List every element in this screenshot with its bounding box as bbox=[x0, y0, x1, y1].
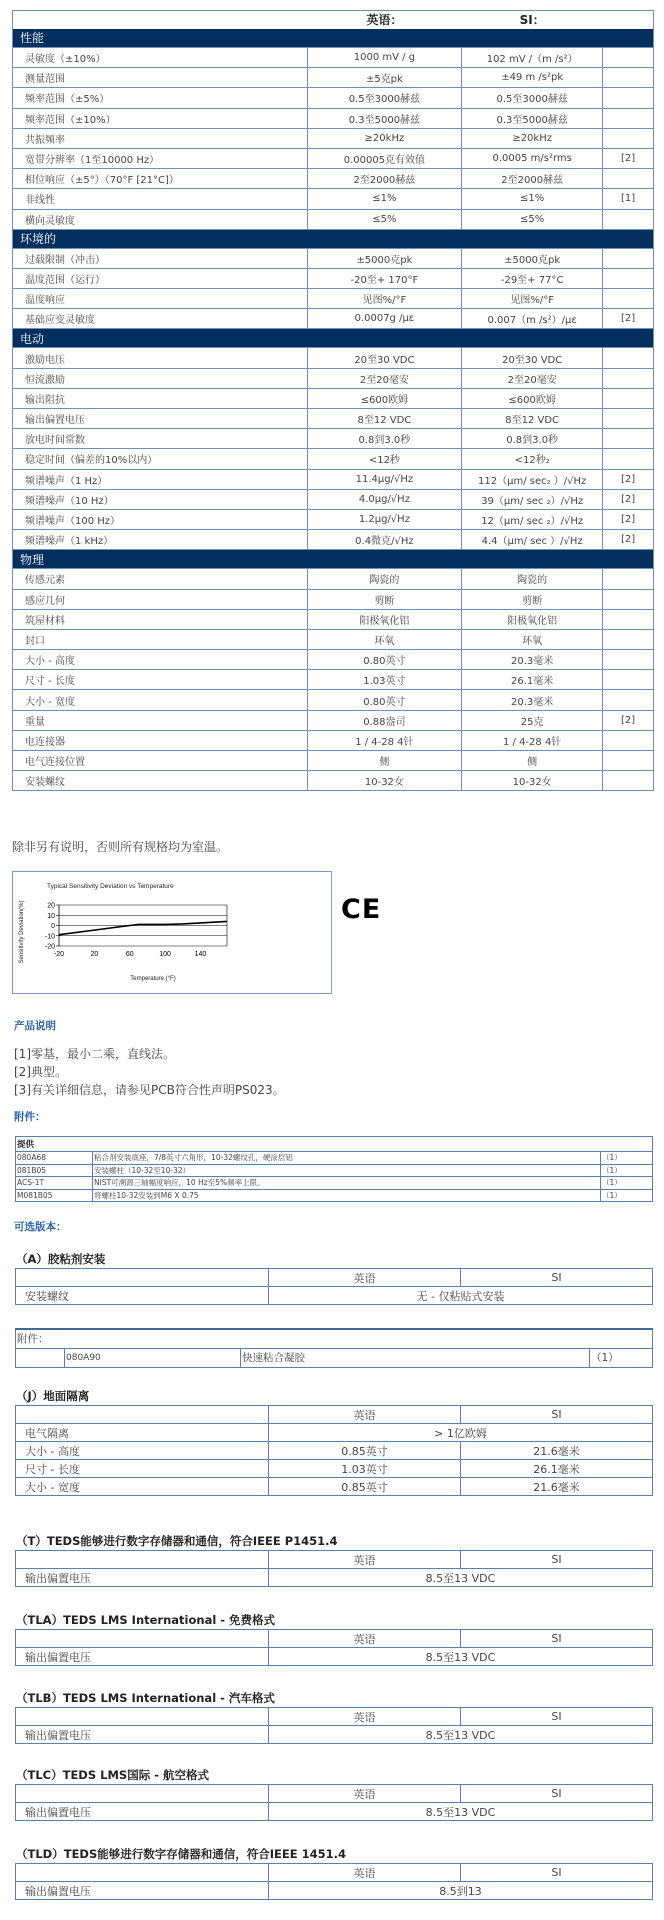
table-row bbox=[13, 609, 654, 629]
table-row bbox=[13, 730, 654, 750]
spec-english-value: 0.88盎司 bbox=[307, 710, 462, 730]
spec-note bbox=[603, 771, 654, 791]
spec-si-value: 0.8到3.0秒 bbox=[462, 429, 603, 449]
spec-note: [1] bbox=[603, 189, 654, 209]
table-row bbox=[13, 710, 654, 730]
table-row bbox=[13, 209, 654, 229]
table-row bbox=[13, 128, 654, 148]
spec-english-value: 阳极氧化铝 bbox=[307, 609, 462, 629]
accessory-qty: （1） bbox=[601, 1189, 653, 1202]
spec-label: 封口 bbox=[13, 629, 308, 649]
product-notes-title: 产品说明 bbox=[14, 1020, 56, 1032]
spec-table bbox=[12, 10, 654, 791]
row-value: 8.5至13 VDC bbox=[269, 1726, 653, 1744]
accessory-desc: 安装螺柱（10-32至10-32） bbox=[93, 1164, 601, 1177]
spec-note bbox=[603, 169, 654, 189]
spec-english-value: ±5000克pk bbox=[307, 248, 462, 268]
option-tla-table bbox=[15, 1629, 653, 1666]
table-row bbox=[13, 148, 654, 168]
spec-label: 宽带分辨率（1至10000 Hz） bbox=[13, 148, 308, 168]
spec-note: [2] bbox=[603, 710, 654, 730]
table-row bbox=[16, 1424, 653, 1442]
spec-english-value: 环氧 bbox=[307, 629, 462, 649]
spec-english-value: 1.03英寸 bbox=[307, 670, 462, 690]
spec-si-value: 20.3毫米 bbox=[462, 650, 603, 670]
spec-label: 过载限制（冲击） bbox=[13, 248, 308, 268]
row-label: 输出偏置电压 bbox=[16, 1569, 269, 1587]
spec-label: 大小 - 宽度 bbox=[13, 690, 308, 710]
spec-si-value: 2至2000赫兹 bbox=[462, 169, 603, 189]
spec-label: 大小 - 高度 bbox=[13, 650, 308, 670]
row-english-value: 0.85英寸 bbox=[269, 1478, 461, 1496]
row-value: > 1亿欧姆 bbox=[269, 1424, 653, 1442]
spec-label: 输出阻抗 bbox=[13, 388, 308, 408]
table-row bbox=[13, 268, 654, 288]
table-row bbox=[13, 68, 654, 88]
table-row bbox=[13, 509, 654, 529]
accessory-code: M081B05 bbox=[16, 1189, 93, 1202]
table-row bbox=[13, 289, 654, 309]
spec-note: [2] bbox=[603, 469, 654, 489]
table-row bbox=[13, 248, 654, 268]
table-row bbox=[16, 1478, 653, 1496]
table-row bbox=[16, 1460, 653, 1478]
ce-mark-icon: CE bbox=[341, 894, 382, 925]
accessory-qty: （1） bbox=[601, 1164, 653, 1177]
accessories-title: 附件： bbox=[14, 1111, 46, 1123]
section-header bbox=[13, 550, 654, 569]
option-j-table bbox=[15, 1405, 653, 1496]
table-row bbox=[13, 169, 654, 189]
table-row bbox=[13, 88, 654, 108]
table-row bbox=[16, 1348, 653, 1367]
col-english-header: 英语 bbox=[269, 1708, 461, 1726]
svg-text:0: 0 bbox=[51, 923, 55, 930]
spec-label: 稳定时间（偏差的10%以内） bbox=[13, 449, 308, 469]
chart-x-label: Temperature (°F) bbox=[130, 976, 176, 982]
accessory-desc: NIST可溯源三轴幅度响应，10 Hz至5%频率上限。 bbox=[93, 1177, 601, 1190]
spec-english-value: -20至+ 170°F bbox=[307, 268, 462, 288]
spec-label: 横向灵敏度 bbox=[13, 209, 308, 229]
svg-text:-10: -10 bbox=[44, 933, 55, 941]
spec-english-value: 2至2000赫兹 bbox=[307, 169, 462, 189]
table-row bbox=[13, 469, 654, 489]
spec-si-value: ≤600欧姆 bbox=[462, 388, 603, 408]
option-a-title: （A）胶粘剂安装 bbox=[16, 1252, 106, 1266]
spec-english-value: 见图%/°F bbox=[307, 289, 462, 309]
spec-si-value: 39（μm/ sec ₂）/√Hz bbox=[462, 489, 603, 509]
spec-english-value: 0.5至3000赫兹 bbox=[307, 88, 462, 108]
spec-si-value: 1 / 4-28 4针 bbox=[462, 730, 603, 750]
option-tlb-table bbox=[15, 1707, 653, 1744]
accessories-header: 附件： bbox=[16, 1329, 653, 1348]
sensitivity-temperature-chart bbox=[12, 871, 332, 994]
spec-english-value: 0.8到3.0秒 bbox=[307, 429, 462, 449]
spec-si-value: ≤1% bbox=[462, 189, 603, 209]
accessory-code: 080A90 bbox=[65, 1348, 241, 1367]
spec-si-value: 0.007（m /s²）/με bbox=[462, 309, 603, 329]
accessory-code: 081B05 bbox=[16, 1164, 93, 1177]
col-english-header: 英语 bbox=[269, 1406, 461, 1424]
table-row bbox=[13, 771, 654, 791]
row-label: 安装螺纹 bbox=[16, 1287, 269, 1305]
accessory-qty: （1） bbox=[590, 1348, 653, 1367]
spec-si-value: 0.3至5000赫兹 bbox=[462, 108, 603, 128]
col-english-header: 英语 bbox=[269, 1630, 461, 1648]
table-row bbox=[13, 751, 654, 771]
row-label: 电气隔离 bbox=[16, 1424, 269, 1442]
option-tld-title: （TLD）TEDS能够进行数字存储器和通信，符合IEEE 1451.4 bbox=[16, 1847, 346, 1861]
col-english-header: 英语 bbox=[269, 1785, 461, 1803]
row-english-value: 0.85英寸 bbox=[269, 1442, 461, 1460]
spec-note bbox=[603, 650, 654, 670]
spec-header-row bbox=[13, 11, 654, 29]
spec-label: 感应几何 bbox=[13, 589, 308, 609]
section-title: 物理 bbox=[13, 550, 654, 569]
table-row bbox=[13, 189, 654, 209]
table-row bbox=[13, 309, 654, 329]
chart-plot-area bbox=[45, 903, 227, 959]
spec-label: 灵敏度（±10%） bbox=[13, 48, 308, 68]
spec-english-value: ≤5% bbox=[307, 209, 462, 229]
table-row bbox=[13, 690, 654, 710]
spec-label: 电气连接位置 bbox=[13, 751, 308, 771]
spec-english-value: 0.00005克有效值 bbox=[307, 148, 462, 168]
spec-si-value: 阳极氧化铝 bbox=[462, 609, 603, 629]
spec-note: [2] bbox=[603, 489, 654, 509]
table-row bbox=[13, 629, 654, 649]
table-row bbox=[16, 1569, 653, 1587]
svg-text:100: 100 bbox=[159, 951, 171, 958]
spec-note bbox=[603, 268, 654, 288]
col-si-header: SI bbox=[461, 1551, 653, 1569]
spec-si-value: ±5000克pk bbox=[462, 248, 603, 268]
spec-si-value: 环氧 bbox=[462, 629, 603, 649]
spec-note bbox=[603, 348, 654, 368]
col-english-header: 英语 bbox=[269, 1269, 461, 1287]
spec-si-value: <12秒₂ bbox=[462, 449, 603, 469]
row-label: 输出偏置电压 bbox=[16, 1882, 269, 1900]
spec-english-value: 1000 mV / g bbox=[307, 48, 462, 68]
spec-note bbox=[603, 589, 654, 609]
row-si-value: 21.6毫米 bbox=[461, 1478, 653, 1496]
col-english-header: 英语 bbox=[269, 1864, 461, 1882]
table-row bbox=[16, 1189, 653, 1202]
chart-y-label: Sensitivity Deviation(%) bbox=[19, 900, 25, 964]
room-temp-note: 除非另有说明，否则所有规格均为室温。 bbox=[12, 840, 229, 854]
option-t-title: （T）TEDS能够进行数字存储器和通信，符合IEEE P1451.4 bbox=[16, 1534, 338, 1548]
spec-label: 输出偏置电压 bbox=[13, 409, 308, 429]
col-english-header: 英语： bbox=[366, 13, 403, 28]
spec-si-value: 剪断 bbox=[462, 589, 603, 609]
spec-english-value: 陶瓷的 bbox=[307, 569, 462, 589]
spec-note bbox=[603, 569, 654, 589]
option-tld-table bbox=[15, 1863, 653, 1900]
accessory-qty: （1） bbox=[601, 1177, 653, 1190]
row-si-value: 21.6毫米 bbox=[461, 1442, 653, 1460]
spec-label: 共振频率 bbox=[13, 128, 308, 148]
spec-label: 恒流激励 bbox=[13, 368, 308, 388]
spec-si-value: -29至+ 77°C bbox=[462, 268, 603, 288]
table-row bbox=[13, 489, 654, 509]
spec-note bbox=[603, 209, 654, 229]
row-label: 输出偏置电压 bbox=[16, 1803, 269, 1821]
col-english-header: 英语 bbox=[269, 1551, 461, 1569]
spec-english-value: <12秒 bbox=[307, 449, 462, 469]
spec-label: 频率范围（±10%） bbox=[13, 108, 308, 128]
table-row bbox=[13, 569, 654, 589]
spec-english-value: 1 / 4-28 4针 bbox=[307, 730, 462, 750]
table-row bbox=[16, 1164, 653, 1177]
row-label: 尺寸 - 长度 bbox=[16, 1460, 269, 1478]
option-t-table bbox=[15, 1550, 653, 1587]
spec-note: [2] bbox=[603, 509, 654, 529]
optional-versions-title: 可选版本： bbox=[14, 1221, 67, 1233]
table-row bbox=[13, 48, 654, 68]
table-row bbox=[13, 530, 654, 550]
spec-label: 安装螺纹 bbox=[13, 771, 308, 791]
spec-label: 激励电压 bbox=[13, 348, 308, 368]
row-english-value: 1.03英寸 bbox=[269, 1460, 461, 1478]
table-row bbox=[13, 429, 654, 449]
col-si-header: SI bbox=[461, 1269, 653, 1287]
table-row bbox=[13, 589, 654, 609]
svg-text:60: 60 bbox=[125, 951, 134, 958]
accessories-header: 提供 bbox=[16, 1137, 653, 1152]
spec-label: 重量 bbox=[13, 710, 308, 730]
spec-si-value: ±49 m /s²pk bbox=[462, 68, 603, 88]
spec-label: 频谱噪声（100 Hz） bbox=[13, 509, 308, 529]
spec-note bbox=[603, 368, 654, 388]
accessory-desc: 将螺柱10-32安装到M6 X 0.75 bbox=[93, 1189, 601, 1202]
spec-english-value: ≥20kHz bbox=[307, 128, 462, 148]
section-title: 环境的 bbox=[13, 229, 654, 248]
spec-english-value: 10-32女 bbox=[307, 771, 462, 791]
spec-note bbox=[603, 449, 654, 469]
table-row bbox=[16, 1803, 653, 1821]
spec-english-value: 侧 bbox=[307, 751, 462, 771]
option-a-accessories-table bbox=[15, 1328, 653, 1368]
spec-si-value: 侧 bbox=[462, 751, 603, 771]
spec-label: 温度响应 bbox=[13, 289, 308, 309]
option-tla-title: （TLA）TEDS LMS International - 免费格式 bbox=[16, 1613, 276, 1627]
option-a-table bbox=[15, 1268, 653, 1305]
section-title: 电动 bbox=[13, 329, 654, 348]
spec-si-value: 见图%/°F bbox=[462, 289, 603, 309]
table-row bbox=[16, 1882, 653, 1900]
spec-note bbox=[603, 388, 654, 408]
footnote-3: [3]有关详细信息，请参见PCB符合性声明PS023。 bbox=[14, 1083, 285, 1097]
spec-note: [2] bbox=[603, 309, 654, 329]
svg-text:-20: -20 bbox=[53, 951, 65, 958]
spec-label: 筑屋材料 bbox=[13, 609, 308, 629]
option-j-title: （J）地面隔离 bbox=[16, 1389, 90, 1403]
section-header bbox=[13, 329, 654, 348]
spec-label: 频谱噪声（1 kHz） bbox=[13, 530, 308, 550]
row-label: 输出偏置电压 bbox=[16, 1726, 269, 1744]
col-si-header: SI bbox=[461, 1864, 653, 1882]
row-label: 输出偏置电压 bbox=[16, 1648, 269, 1666]
spec-label: 传感元素 bbox=[13, 569, 308, 589]
col-si-header: SI： bbox=[519, 13, 545, 28]
spec-label: 频谱噪声（1 Hz） bbox=[13, 469, 308, 489]
spec-si-value: ≤5% bbox=[462, 209, 603, 229]
spec-note bbox=[603, 751, 654, 771]
option-tlc-table bbox=[15, 1784, 653, 1821]
svg-text:20: 20 bbox=[47, 902, 55, 910]
spec-label: 温度范围（运行） bbox=[13, 268, 308, 288]
option-tlb-title: （TLB）TEDS LMS International - 汽车格式 bbox=[16, 1691, 275, 1705]
spec-note bbox=[603, 730, 654, 750]
spec-label: 放电时间常数 bbox=[13, 429, 308, 449]
table-row bbox=[16, 1177, 653, 1190]
spec-note bbox=[603, 670, 654, 690]
spec-english-value: 11.4μg/√Hz bbox=[307, 469, 462, 489]
spec-note bbox=[603, 108, 654, 128]
section-header bbox=[13, 29, 654, 48]
table-row bbox=[16, 1726, 653, 1744]
spec-note bbox=[603, 248, 654, 268]
row-si-value: 26.1毫米 bbox=[461, 1460, 653, 1478]
spec-note: [2] bbox=[603, 148, 654, 168]
col-si-header: SI bbox=[461, 1630, 653, 1648]
spec-english-value: 0.0007g /με bbox=[307, 309, 462, 329]
spec-note bbox=[603, 48, 654, 68]
spec-si-value: 2至20毫安 bbox=[462, 368, 603, 388]
spec-label: 频谱噪声（10 Hz） bbox=[13, 489, 308, 509]
spec-english-value: 20至30 VDC bbox=[307, 348, 462, 368]
col-si-header: SI bbox=[461, 1406, 653, 1424]
accessory-desc: 粘合剂安装底座，7/8英寸六角形，10-32螺纹孔，硬涂层铝 bbox=[93, 1152, 601, 1165]
spec-english-value: 4.0μg/√Hz bbox=[307, 489, 462, 509]
spec-si-value: 4.4（μm/ sec ）/√Hz bbox=[462, 530, 603, 550]
spec-english-value: ≤1% bbox=[307, 189, 462, 209]
row-label: 大小 - 高度 bbox=[16, 1442, 269, 1460]
spec-si-value: 25克 bbox=[462, 710, 603, 730]
chart-svg bbox=[13, 872, 333, 995]
spec-english-value: 2至20毫安 bbox=[307, 368, 462, 388]
option-tlc-title: （TLC）TEDS LMS国际 - 航空格式 bbox=[16, 1768, 209, 1782]
section-header bbox=[13, 229, 654, 248]
spec-note bbox=[603, 629, 654, 649]
table-row bbox=[16, 1287, 653, 1305]
spec-english-value: 8至12 VDC bbox=[307, 409, 462, 429]
row-label: 大小 - 宽度 bbox=[16, 1478, 269, 1496]
spec-label: 频率范围（±5%） bbox=[13, 88, 308, 108]
spec-si-value: 0.0005 m/s²rms bbox=[462, 148, 603, 168]
table-row bbox=[16, 1442, 653, 1460]
table-row bbox=[13, 449, 654, 469]
svg-text:10: 10 bbox=[47, 912, 55, 920]
spec-label: 非线性 bbox=[13, 189, 308, 209]
svg-text:20: 20 bbox=[90, 951, 99, 958]
spec-label: 相位响应（±5°）（70°F [21°C]） bbox=[13, 169, 308, 189]
spec-english-value: 0.3至5000赫兹 bbox=[307, 108, 462, 128]
spec-si-value: 20至30 VDC bbox=[462, 348, 603, 368]
table-row bbox=[13, 388, 654, 408]
spec-note bbox=[603, 409, 654, 429]
row-value: 8.5至13 VDC bbox=[269, 1569, 653, 1587]
section-title: 性能 bbox=[13, 29, 654, 48]
table-row bbox=[16, 1152, 653, 1165]
spec-label: 基础应变灵敏度 bbox=[13, 309, 308, 329]
spec-note bbox=[603, 128, 654, 148]
spec-english-value: 0.80英寸 bbox=[307, 690, 462, 710]
spec-si-value: 26.1毫米 bbox=[462, 670, 603, 690]
row-value: 8.5至13 VDC bbox=[269, 1803, 653, 1821]
spec-si-value: 12（μm/ sec ₂）/√Hz bbox=[462, 509, 603, 529]
accessory-desc: 快速粘合凝胶 bbox=[241, 1348, 590, 1367]
spec-note bbox=[603, 690, 654, 710]
svg-text:140: 140 bbox=[194, 951, 207, 958]
svg-text:-20: -20 bbox=[44, 943, 55, 951]
spec-si-value: 8至12 VDC bbox=[462, 409, 603, 429]
table-row bbox=[13, 670, 654, 690]
spec-note bbox=[603, 88, 654, 108]
spec-note: [2] bbox=[603, 530, 654, 550]
chart-title: Typical Sensitivity Deviation vs Temperature bbox=[47, 883, 174, 890]
table-row bbox=[16, 1648, 653, 1666]
spec-label: 尺寸 - 长度 bbox=[13, 670, 308, 690]
spec-english-value: ±5克pk bbox=[307, 68, 462, 88]
spec-note bbox=[603, 429, 654, 449]
spec-english-value: 剪断 bbox=[307, 589, 462, 609]
accessory-code: ACS-1T bbox=[16, 1177, 93, 1190]
spec-si-value: 112（μm/ sec₂ ）/√Hz bbox=[462, 469, 603, 489]
spec-si-value: 0.5至3000赫兹 bbox=[462, 88, 603, 108]
accessories-table bbox=[15, 1136, 653, 1202]
table-row bbox=[13, 348, 654, 368]
footnote-1: [1]零基，最小二乘，直线法。 bbox=[14, 1047, 175, 1061]
spec-english-value: 1.2μg/√Hz bbox=[307, 509, 462, 529]
accessory-code: 080A68 bbox=[16, 1152, 93, 1165]
accessory-qty: （1） bbox=[601, 1152, 653, 1165]
table-row bbox=[13, 409, 654, 429]
row-value: 8.5至13 VDC bbox=[269, 1648, 653, 1666]
spec-note bbox=[603, 68, 654, 88]
spec-si-value: 102 mV /（m /s²） bbox=[462, 48, 603, 68]
spec-label: 电连接器 bbox=[13, 730, 308, 750]
spec-note bbox=[603, 609, 654, 629]
row-value: 8.5到13 bbox=[269, 1882, 653, 1900]
footnote-2: [2]典型。 bbox=[14, 1065, 67, 1079]
spec-label: 测量范围 bbox=[13, 68, 308, 88]
table-row bbox=[13, 650, 654, 670]
spec-english-value: 0.4微克/√Hz bbox=[307, 530, 462, 550]
col-si-header: SI bbox=[461, 1708, 653, 1726]
spec-english-value: ≤600欧姆 bbox=[307, 388, 462, 408]
spec-si-value: 20.3毫米 bbox=[462, 690, 603, 710]
col-si-header: SI bbox=[461, 1785, 653, 1803]
spec-english-value: 0.80英寸 bbox=[307, 650, 462, 670]
spec-si-value: 陶瓷的 bbox=[462, 569, 603, 589]
row-value: 无 - 仅粘贴式安装 bbox=[269, 1287, 653, 1305]
spec-si-value: ≥20kHz bbox=[462, 128, 603, 148]
spec-note bbox=[603, 289, 654, 309]
table-row bbox=[13, 368, 654, 388]
table-row bbox=[13, 108, 654, 128]
spec-si-value: 10-32女 bbox=[462, 771, 603, 791]
